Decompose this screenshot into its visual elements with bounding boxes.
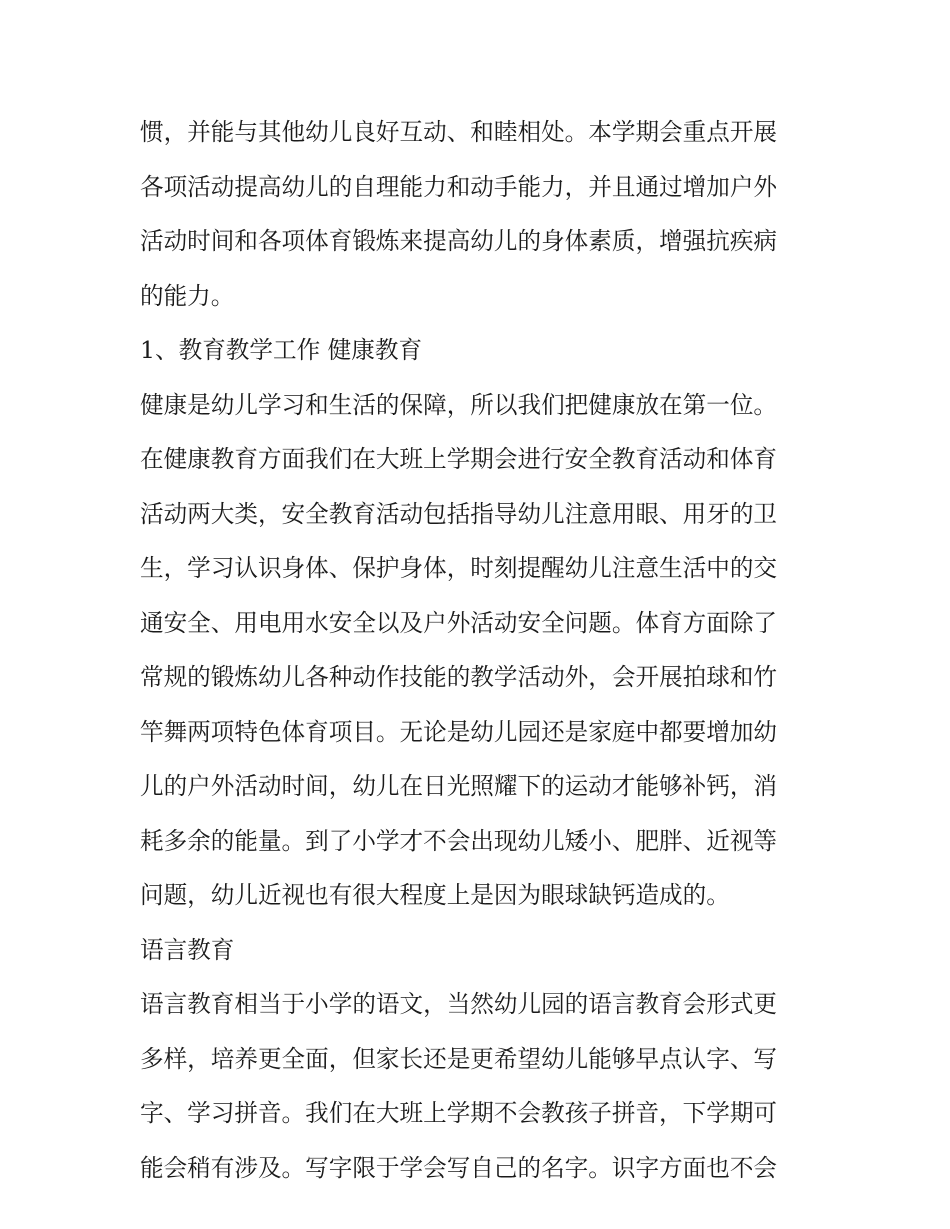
paragraph-line: 字、学习拼音。我们在大班上学期不会教孩子拼音，下学期可 — [140, 1099, 778, 1127]
paragraph-line: 竿舞两项特色体育项目。无论是幼儿园还是家庭中都要增加幼 — [140, 717, 778, 746]
paragraph-line: 多样，培养更全面，但家长还是更希望幼儿能够早点认字、写 — [140, 1044, 778, 1073]
paragraph-line: 惯，并能与其他幼儿良好互动、和睦相处。本学期会重点开展 — [140, 118, 778, 146]
paragraph-line: 在健康教育方面我们在大班上学期会进行安全教育活动和体育 — [140, 445, 778, 473]
paragraph-line: 能会稍有涉及。写字限于学会写自己的名字。识字方面也不会 — [140, 1153, 778, 1182]
paragraph-line: 各项活动提高幼儿的自理能力和动手能力，并且通过增加户外 — [140, 172, 778, 201]
paragraph-line: 的能力。 — [140, 281, 235, 310]
paragraph-line: 活动两大类，安全教育活动包括指导幼儿注意用眼、用牙的卫 — [140, 499, 778, 528]
paragraph-line: 语言教育相当于小学的语文，当然幼儿园的语言教育会形式更 — [140, 990, 778, 1018]
paragraph-line: 儿的户外活动时间，幼儿在日光照耀下的运动才能够补钙，消 — [140, 772, 778, 800]
paragraph-line: 问题，幼儿近视也有很大程度上是因为眼球缺钙造成的。 — [140, 881, 730, 909]
paragraph-line: 活动时间和各项体育锻炼来提高幼儿的身体素质，增强抗疾病 — [140, 227, 778, 255]
section-heading: 1、教育教学工作 健康教育 — [140, 336, 423, 364]
section-heading: 语言教育 — [140, 935, 235, 964]
paragraph-line: 耗多余的能量。到了小学才不会出现幼儿矮小、肥胖、近视等 — [140, 826, 778, 855]
body-text — [140, 105, 820, 1195]
paragraph-line: 生，学习认识身体、保护身体，时刻提醒幼儿注意生活中的交 — [140, 554, 778, 582]
paragraph-line: 通安全、用电用水安全以及户外活动安全问题。体育方面除了 — [140, 608, 778, 637]
paragraph-line: 健康是幼儿学习和生活的保障，所以我们把健康放在第一位。 — [140, 390, 778, 419]
paragraph-line: 常规的锻炼幼儿各种动作技能的教学活动外，会开展拍球和竹 — [140, 663, 778, 691]
